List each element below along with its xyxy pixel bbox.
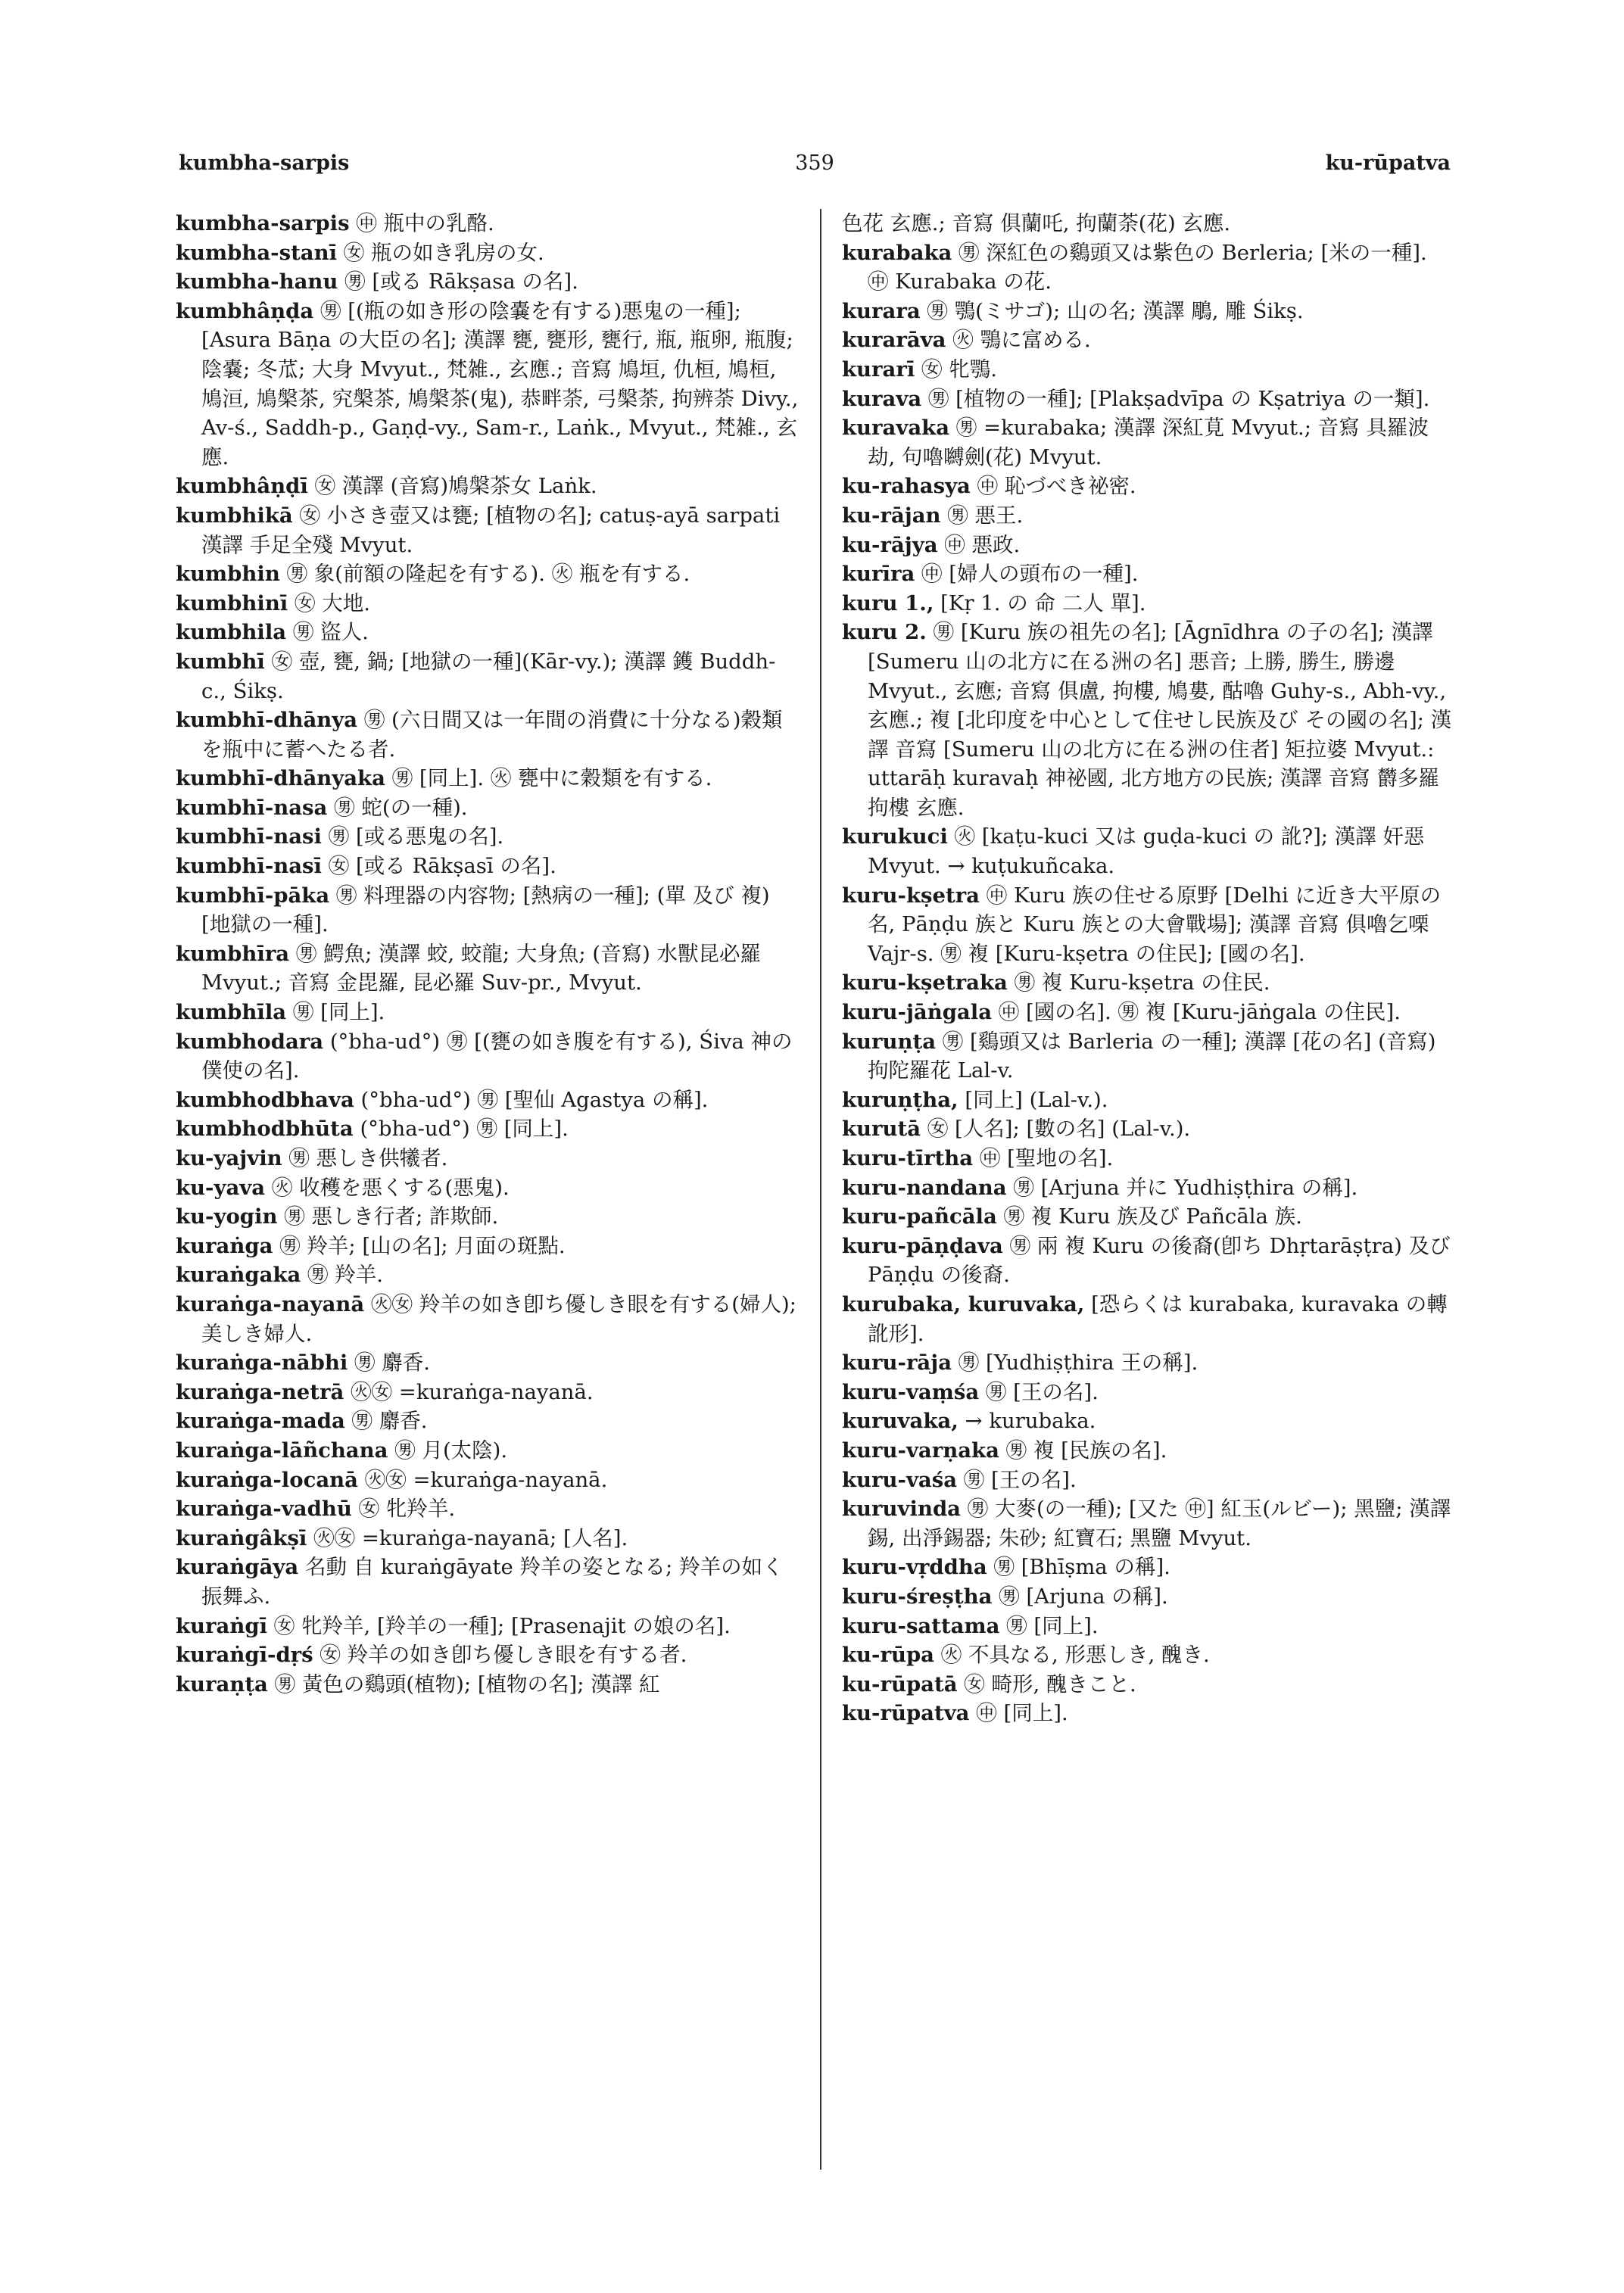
entry-headword: kumbhodbhūta [176,1117,354,1142]
entry-definition: ㊚ 象(前額の隆起を有する). ㊋ 瓶を有する. [286,562,690,587]
entry-definition: ㊚ 鰐魚; 漢譯 蛟, 蛟龍; 大身魚; (音寫) 水獸昆必羅 Mvyut.; 音寫 金毘羅, 昆必羅 Suv-pr., Mvyut. [201,941,762,995]
dictionary-entry [176,1378,800,1407]
entry-headword: kuru 1., [842,590,934,615]
dictionary-entry [176,1640,800,1670]
dictionary-entry [842,881,1452,969]
entry-definition: ㊛ 壺, 甕, 鍋; [地獄の一種](Kār-vy.); 漢譯 鑊 Buddh-c., Śikṣ. [201,649,776,703]
entry-definition: ㊚ 深紅色の鷄頭又は紫色の Berleria; [米の一種]. ㊥ Kurabaka の花. [868,240,1427,294]
dictionary-entry [176,1202,800,1232]
entry-definition: (°bha-ud°) ㊚ [同上]. [360,1117,569,1142]
entry-headword: ku-rahasya [842,474,971,499]
entry-definition: ㊛ [人名]; [數の名] (Lal-v.). [927,1117,1191,1142]
dictionary-entry [176,238,800,268]
entry-definition: ㊋ 收穫を悪くする(悪鬼). [271,1175,510,1200]
entry-definition: ㊋㊛ =kuraṅga-nayanā. [351,1379,594,1404]
entry-headword: kuruṇṭha, [842,1087,959,1112]
dictionary-entry [842,355,1452,385]
entry-definition: ㊚ 鶚(ミサゴ); 山の名; 漢譯 鵰, 雕 Śikṣ. [927,298,1304,323]
dictionary-entry [176,209,800,238]
entry-definition: ㊥ [聖地の名]. [979,1146,1114,1170]
entry-headword: kuru-jāṅgala [842,1000,993,1025]
entry-headword: kumbha-stanī [176,240,338,265]
dictionary-entry [842,238,1452,297]
entry-definition: ㊚ 複 [民族の名]. [1005,1438,1167,1463]
entry-definition: ㊚ 複 Kuru-kṣetra の住民. [1014,970,1270,995]
entry-definition: ㊚ [Arjuna の稱]. [999,1584,1168,1609]
dictionary-entry [842,1582,1452,1612]
entry-definition: ㊋㊛ =kuraṅga-nayanā; [人名]. [313,1525,628,1550]
entry-headword: kuraṅga-lāñchana [176,1438,388,1463]
entry-headword: ku-yogin [176,1204,278,1229]
dictionary-entry [176,1173,800,1203]
entry-headword: kuraṅgaka [176,1263,301,1288]
entry-headword: kumbha-sarpis [176,211,350,235]
dictionary-entry [842,1670,1452,1699]
entry-definition: ㊛ 牝鶚. [921,357,998,382]
entry-definition: ㊚ 兩 複 Kuru の後裔(卽ち Dhṛtarāṣṭra) 及び Pāṇḍu の後裔. [868,1233,1451,1288]
entry-definition: ㊥ [國の名]. ㊚ 複 [Kuru-jāṅgala の住民]. [998,1000,1401,1025]
entry-definition: ㊚ [植物の一種]; [Plakṣadvīpa の Kṣatriya の一類]. [927,386,1430,411]
entry-definition: ㊥ [同上]. [976,1701,1068,1726]
entry-headword: kumbhī-nasi [176,824,322,849]
dictionary-entry [842,1114,1452,1144]
dictionary-entry [176,1612,800,1641]
dictionary-entry [842,589,1452,618]
entry-headword: kumbhī-dhānya [176,708,358,733]
entry-headword: kumbha-hanu [176,269,338,294]
dictionary-entry [176,1027,800,1086]
dictionary-entry [176,1407,800,1436]
entry-headword: kuru-kṣetraka [842,970,1008,995]
entry-definition: ㊚ 麝香. [354,1351,431,1375]
entry-headword: kuru-varṇaka [842,1438,999,1463]
dictionary-entry [842,297,1452,326]
dictionary-entry [842,1027,1452,1086]
entry-definition: ㊚ [Arjuna 并に Yudhiṣṭhira の稱]. [1013,1175,1358,1200]
entry-definition: ㊥ 悪政. [944,532,1021,557]
entry-headword: kumbhī-pāka [176,883,330,908]
entry-headword: ku-yava [176,1175,266,1200]
dictionary-entry [176,1114,800,1144]
entry-headword: kuraṅga-netrā [176,1379,344,1404]
entry-headword: kuraṅga [176,1233,273,1258]
entry-definition: ㊥ [婦人の頭布の一種]. [921,562,1139,587]
entry-headword: kumbhodbhava [176,1087,354,1112]
entry-definition: ㊥ 瓶中の乳酪. [356,211,494,235]
entry-definition: ㊛ 小さき壺又は甕; [植物の名]; catuṣ-ayā sarpati 漢譯 手足全殘 Mvyut. [201,503,781,557]
entry-headword: kuru-vaśa [842,1467,958,1492]
entry-headword: kuru-rāja [842,1351,952,1375]
dictionary-entry [176,706,800,764]
entry-headword: kuraṅga-vadhū [176,1497,352,1522]
entry-headword: kumbhikā [176,503,293,528]
entry-headword: kurarī [842,357,915,382]
entry-headword: kuru-pañcāla [842,1204,997,1229]
page-number: 359 [795,151,834,175]
dictionary-entry [176,881,800,939]
entry-definition: ㊚ [同上]. [292,1000,385,1025]
entry-definition: [恐らくは kurabaka, kuravaka の轉訛形]. [868,1291,1448,1346]
dictionary-entry [176,1436,800,1466]
entry-headword: kurabaka [842,240,952,265]
entry-definition: ㊚ 悪王. [947,503,1024,528]
entry-headword: kumbhila [176,620,287,645]
page-header [179,151,1451,189]
entry-headword: ku-yajvin [176,1146,282,1170]
dictionary-entry [842,1144,1452,1173]
entry-definition: ㊋ 不具なる, 形悪しき, 醜き. [940,1643,1210,1668]
entry-definition: ㊛ 大地. [295,590,370,615]
entry-headword: ku-rūpatva [842,1701,970,1726]
entry-headword: kuru-sattama [842,1613,1000,1638]
entry-definition: ㊚ [鷄頭又は Barleria の一種]; 漢譯 [花の名] (音寫)拘陀羅花 Lal-v. [868,1029,1436,1083]
entry-definition: ㊚ (六日間又は一年間の消費に十分なる)穀類を瓶中に蓄へたる者. [201,708,783,762]
dictionary-entry [842,385,1452,414]
dictionary-entry [842,1466,1452,1495]
dictionary-entry [176,998,800,1027]
entry-definition: ㊛ 漢譯 (音寫)鳩槃茶女 Laṅk. [314,474,597,499]
entry-definition: ㊚ 悪しき供犧者. [288,1146,448,1170]
dictionary-entry [176,472,800,501]
entry-definition: ㊛ 羚羊の如き卽ち優しき眼を有する者. [320,1643,687,1668]
entry-definition: ㊚ 羚羊; [山の名]; 月面の斑點. [279,1233,566,1258]
entry-definition: ㊚ 羚羊. [307,1263,384,1288]
dictionary-entry [176,1670,800,1699]
header-left-guideword: kumbha-sarpis [179,151,350,175]
entry-headword: kumbhin [176,562,280,587]
entry-definition: ㊋ [kaṭu-kuci 又は guḍa-kuci の 訛?]; 漢譯 奸惡 Mvyut. → kuṭukuñcaka. [868,824,1425,879]
entry-definition: (°bha-ud°) ㊚ [(甕の如き腹を有する), Śiva 神の僕使の名]. [201,1029,793,1083]
dictionary-entry [176,1290,800,1348]
entry-headword: kurava [842,386,922,411]
dictionary-entry [842,1407,1452,1436]
entry-headword: kumbhī-nasa [176,795,328,820]
entry-headword: kuraṅgāya [176,1555,299,1580]
dictionary-entry [842,1348,1452,1378]
dictionary-entry [842,1494,1452,1553]
entry-headword: kumbhīra [176,941,290,966]
entry-headword: kurīra [842,562,915,587]
dictionary-entry [176,764,800,793]
entry-definition: ㊚ 蛇(の一種). [334,795,468,820]
entry-definition: ㊚ 大麥(の一種); [又た ㊥] 紅玉(ルビー); 黑鹽; 漢譯 錫, 出淨錫器; 朱砂; 紅寶石; 黑鹽 Mvyut. [868,1497,1451,1550]
entry-definition: ㊚ [Yudhiṣṭhira 王の稱]. [958,1351,1199,1375]
entry-definition: [同上] (Lal-v.). [965,1087,1108,1112]
entry-headword: kumbhodara [176,1029,324,1054]
entry-definition: (°bha-ud°) ㊚ [聖仙 Agastya の稱]. [360,1087,709,1112]
dictionary-entry [176,1232,800,1261]
entry-definition: ㊚ [Kuru 族の祖先の名]; [Āgnīdhra の子の名]; 漢譯 [Sumeru 山の北方に在る洲の名] 悪音; 上勝, 勝生, 勝邊 Mvyut., 玄應; 音寫 俱盧, 拘樓, 鳩婁, 酤嚕 Guhy-s., Abh-vy., 玄應.; 複 [北印度を中心として住せし民族及び その國の名]; 漢譯 音寫 [Sumeru 山の北方に在る洲の住者] 矩拉婆 Mvyut.: uttarāḥ kuravaḥ 神祕國, 北方地方の民族; 漢譯 音寫 欝多羅拘樓 玄應. [868,620,1452,820]
dictionary-entry [842,1640,1452,1670]
entry-definition: ㊚ [或る悪鬼の名]. [328,824,504,849]
header-right-guideword: ku-rūpatva [1325,151,1451,175]
entry-definition: ㊥ 恥づべき祕密. [977,474,1136,499]
dictionary-entry [176,1260,800,1290]
dictionary-entry [842,998,1452,1027]
entry-definition: ㊛ 牝羚羊, [羚羊の一種]; [Prasenajit の娘の名]. [273,1613,731,1638]
entry-headword: kuru-tīrtha [842,1146,974,1170]
entry-headword: kuraṅgī [176,1613,268,1638]
left-column [176,209,800,1699]
dictionary-entry [176,1524,800,1553]
dictionary-entry [176,793,800,823]
dictionary-entry [176,1086,800,1115]
right-column [842,209,1452,1728]
entry-headword: kuraṅga-nābhi [176,1351,348,1375]
entry-definition: ㊛ 瓶の如き乳房の女. [343,240,544,265]
entry-headword: kuraṅgâkṣī [176,1525,307,1550]
entry-headword: kuru-śreṣṭha [842,1584,993,1609]
entry-headword: kumbhâṇḍa [176,298,314,323]
entry-headword: ku-rūpatā [842,1671,958,1696]
dictionary-entry [842,531,1452,560]
dictionary-entry [176,1553,800,1611]
entry-definition: 色花 玄應.; 音寫 俱蘭吒, 拘蘭荼(花) 玄應. [842,211,1231,235]
dictionary-entry [176,647,800,706]
entry-headword: kuru-pāṇḍava [842,1233,1003,1258]
entry-definition: ㊚ =kurabaka; 漢譯 深紅莧 Mvyut.; 音寫 具羅波劫, 句嚕嚩劍(花) Mvyut. [868,416,1429,469]
entry-definition: ㊚ [(瓶の如き形の陰嚢を有する)悪鬼の一種]; [Asura Bāṇa の大臣の名]; 漢譯 甕, 甕形, 甕行, 瓶, 瓶卵, 瓶腹; 陰嚢; 冬苽; 大身 Mvyut., 梵雑., 玄應.; 音寫 鳩垣, 仇桓, 鳩桓, 鳩洹, 鳩槃茶, 究槃茶, 鳩槃茶(鬼), 恭畔荼, 弓槃荼, 拘辨荼 Divy., Av-ś., Saddh-p., Gaṇḍ-vy., Sam-r., Laṅk., Mvyut., 梵雑., 玄應. [201,298,799,469]
dictionary-entry [176,267,800,297]
dictionary-entry [842,1290,1452,1348]
entry-headword: kurubaka, kuruvaka, [842,1291,1085,1316]
dictionary-entry [842,1699,1452,1728]
dictionary-entry [176,589,800,618]
entry-headword: kumbhī [176,649,265,674]
entry-definition: ㊚ 複 Kuru 族及び Pañcāla 族. [1003,1204,1302,1229]
dictionary-entry [842,618,1452,822]
dictionary-entry [842,326,1452,355]
entry-definition: ㊚ 料理器の内容物; [熱病の一種]; (單 及び 複) [地獄の一種]. [201,883,770,937]
entry-definition: ㊚ [王の名]. [985,1379,1099,1404]
entry-headword: kurutā [842,1117,921,1142]
dictionary-entry [176,822,800,852]
entry-definition: [Kṛ 1. の 命 二人 單]. [940,590,1146,615]
dictionary-entry [842,1202,1452,1232]
dictionary-entry [176,618,800,647]
dictionary-entry [842,968,1452,998]
column-divider [820,209,821,2170]
dictionary-entry [842,1436,1452,1466]
dictionary-entry [176,1494,800,1524]
entry-headword: kuruṇṭa [842,1029,937,1054]
dictionary-entry [842,1612,1452,1641]
entry-definition: ㊚ 黃色の鷄頭(植物); [植物の名]; 漢譯 紅 [274,1671,660,1696]
entry-headword: ku-rājya [842,532,938,557]
entry-headword: kuruvaka, [842,1409,959,1434]
dictionary-entry [842,1086,1452,1115]
entry-definition: ㊚ 月(太陰). [394,1438,508,1463]
dictionary-entry [842,1173,1452,1203]
entry-headword: kuraṅga-locanā [176,1467,358,1492]
entry-headword: kuru-kṣetra [842,883,980,908]
dictionary-entry [176,1348,800,1378]
entry-definition: ㊋㊛ =kuraṅga-nayanā. [364,1467,608,1492]
dictionary-entry [842,1232,1452,1290]
entry-definition: ㊚ [同上]. ㊋ 甕中に穀類を有する. [391,766,712,791]
entry-headword: ku-rūpa [842,1643,934,1668]
entry-definition: ㊚ 麝香. [351,1409,428,1434]
entry-headword: kurukuci [842,824,948,849]
entry-headword: kuru-nandana [842,1175,1007,1200]
dictionary-entry [842,501,1452,531]
dictionary-entry [176,559,800,589]
entry-headword: kuravaka [842,416,950,441]
entry-definition: ㊚ [Bhīṣma の稱]. [993,1555,1170,1580]
entry-definition: ㊥ Kuru 族の住せる原野 [Delhi に近き大平原の名, Pāṇḍu 族と Kuru 族との大會戰場]; 漢譯 音寫 俱嚕乞㗚 Vajr-s. ㊚ 複 [Kuru-kṣetra の住民]; [國の名]. [868,883,1442,966]
entry-headword: kumbhīla [176,1000,287,1025]
entry-headword: kuraṅga-mada [176,1409,345,1434]
dictionary-entry [842,209,1452,238]
entry-definition: ㊚ [同上]. [1006,1613,1099,1638]
entry-headword: kuru 2. [842,620,927,645]
dictionary-entry [176,852,800,881]
entry-headword: kumbhī-nasī [176,854,322,879]
entry-definition: ㊋ 鶚に富める. [952,328,1091,353]
entry-definition: ㊚ 盜人. [292,620,369,645]
entry-headword: kuraṅga-nayanā [176,1291,365,1316]
dictionary-entry [842,1553,1452,1582]
entry-headword: kumbhinī [176,590,288,615]
entry-headword: kurarāva [842,328,946,353]
entry-headword: kumbhâṇḍī [176,474,308,499]
entry-headword: kurara [842,298,921,323]
dictionary-entry [842,472,1452,501]
dictionary-entry [842,559,1452,589]
entry-definition: ㊚ [王の名]. [963,1467,1077,1492]
entry-definition: ㊛ [或る Rākṣasī の名]. [328,854,556,879]
entry-definition: ㊚ 悪しき行者; 詐欺師. [284,1204,499,1229]
entry-headword: ku-rājan [842,503,941,528]
dictionary-entry [842,1378,1452,1407]
entry-definition: 名動 自 kuraṅgāyate 羚羊の姿となる; 羚羊の如く振舞ふ. [201,1555,784,1609]
dictionary-entry [176,501,800,559]
entry-headword: kuraṇṭa [176,1671,268,1696]
entry-headword: kuruvinda [842,1497,961,1522]
entry-definition: ㊛ 牝羚羊. [358,1497,456,1522]
dictionary-entry [842,413,1452,472]
entry-definition: ㊋㊛ 羚羊の如き卽ち優しき眼を有する(婦人); 美しき婦人. [201,1291,796,1346]
entry-headword: kuru-vṛddha [842,1555,987,1580]
dictionary-entry [176,297,800,472]
entry-headword: kuraṅgī-dṛś [176,1643,313,1668]
dictionary-entry [176,939,800,998]
entry-headword: kuru-vaṃśa [842,1379,980,1404]
entry-definition: ㊚ [或る Rākṣasa の名]. [344,269,578,294]
entry-definition: → kurubaka. [965,1409,1096,1434]
entry-headword: kumbhī-dhānyaka [176,766,385,791]
entry-definition: ㊛ 畸形, 醜きこと. [964,1671,1136,1696]
dictionary-entry [842,822,1452,880]
dictionary-entry [176,1466,800,1495]
dictionary-entry [176,1144,800,1173]
